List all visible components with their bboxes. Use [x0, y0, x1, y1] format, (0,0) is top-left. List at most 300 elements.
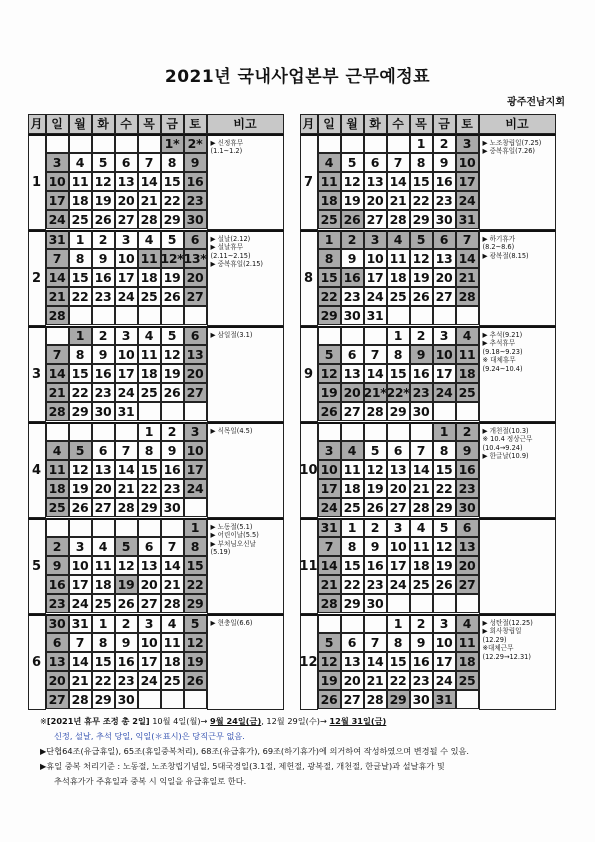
calendar-day: 26 [115, 594, 138, 613]
calendar-day: 21* [364, 383, 387, 402]
calendar-day: 7 [456, 230, 479, 249]
note-line: (1.1~1.2) [210, 147, 243, 156]
calendar-day: 22 [387, 671, 410, 690]
calendar-day: 3 [115, 326, 138, 345]
calendar-day: 24 [115, 383, 138, 402]
calendar-day: 12 [318, 364, 341, 383]
calendar-day: 14 [318, 556, 341, 575]
calendar-day: 30 [92, 402, 115, 421]
note-line: ▶ 식목일(4.5) [210, 426, 253, 435]
calendar-day: 22 [318, 287, 341, 306]
calendar-day: 9 [92, 345, 115, 364]
calendar-day: 20 [184, 268, 207, 287]
calendar-day: 17 [456, 172, 479, 191]
calendar-day: 3 [433, 326, 456, 345]
calendar-day: 25 [138, 383, 161, 402]
calendar-day: 8 [69, 249, 92, 268]
calendar-day: 1 [318, 230, 341, 249]
calendar-day: 26 [161, 383, 184, 402]
calendar-day: 23 [115, 671, 138, 690]
calendar-day: 15 [387, 364, 410, 383]
calendar-day: 25 [387, 287, 410, 306]
calendar-day: 22* [387, 383, 410, 402]
calendar-day: 1 [387, 614, 410, 633]
calendar-day: 17 [364, 268, 387, 287]
calendar-day: 29 [138, 498, 161, 517]
calendar-day: 18 [456, 652, 479, 671]
footer-line-agreement: ▶단협64조(유급휴일), 65조(휴일중복처리), 68조(유급휴가), 69조(하기휴가)에 의거하여 작성하였으며 변경될 수 있음. [40, 746, 470, 756]
calendar-day: 21 [138, 191, 161, 210]
calendar-day: 30 [115, 690, 138, 709]
calendar-day: 22 [184, 575, 207, 594]
calendar-day: 26 [410, 287, 433, 306]
calendar-empty-cell [161, 306, 184, 325]
calendar-day: 21 [410, 479, 433, 498]
calendar-day: 18 [138, 268, 161, 287]
calendar-day: 25 [318, 210, 341, 229]
note-line: ▶ 어린이날(5.5) [210, 531, 259, 540]
calendar-day: 7 [46, 249, 69, 268]
calendar-day: 25 [456, 383, 479, 402]
calendar-day: 11 [387, 249, 410, 268]
footer-adjust-date-2: 12월 31일(금) [329, 716, 387, 726]
calendar-day: 28 [138, 210, 161, 229]
calendar-day: 30 [410, 402, 433, 421]
calendar-day: 5 [161, 326, 184, 345]
calendar-day: 24 [433, 383, 456, 402]
calendar-day: 17 [69, 575, 92, 594]
calendar-day: 17 [115, 364, 138, 383]
calendar-day: 23 [92, 383, 115, 402]
calendar-day: 4 [341, 441, 364, 460]
calendar-day: 23 [456, 479, 479, 498]
calendar-day: 9 [115, 633, 138, 652]
month-label: 6 [28, 614, 46, 710]
calendar-day: 28 [387, 210, 410, 229]
calendar-day: 12 [69, 460, 92, 479]
calendar-day: 9 [410, 633, 433, 652]
calendar-day: 3 [456, 134, 479, 153]
calendar-day: 9 [364, 537, 387, 556]
calendar-day: 30 [46, 614, 69, 633]
note-line: ▶ 노조창립일(7.25) [482, 138, 542, 147]
calendar-day: 9 [184, 153, 207, 172]
calendar-day: 4 [456, 326, 479, 345]
month-header: 月 [28, 114, 46, 134]
calendar-day: 18 [456, 364, 479, 383]
calendar-day: 10 [364, 249, 387, 268]
calendar-day: 13 [115, 172, 138, 191]
notes-header: 비고 [479, 114, 556, 134]
calendar-day: 13 [456, 537, 479, 556]
note-line: ▶ 하기휴가 [482, 234, 516, 243]
calendar-day: 15 [318, 268, 341, 287]
calendar-empty-cell [92, 422, 115, 441]
calendar-empty-cell [69, 422, 92, 441]
calendar-day: 12 [161, 345, 184, 364]
calendar-day: 28 [456, 287, 479, 306]
month-label: 4 [28, 422, 46, 518]
month-notes [207, 614, 284, 710]
calendar-empty-cell [184, 690, 207, 709]
calendar-day: 24 [46, 210, 69, 229]
calendar-day: 11 [456, 345, 479, 364]
note-line: ▶ 중복휴일(7.26) [482, 147, 535, 156]
weekday-header: 월 [69, 114, 92, 134]
calendar-day: 10 [115, 345, 138, 364]
calendar-day: 23 [410, 671, 433, 690]
calendar-day: 18 [92, 575, 115, 594]
calendar-day: 4 [456, 614, 479, 633]
calendar-day: 20 [138, 575, 161, 594]
calendar-day: 21 [161, 575, 184, 594]
weekday-header: 월 [341, 114, 364, 134]
calendar-empty-cell [341, 422, 364, 441]
calendar-day: 21 [69, 671, 92, 690]
calendar-day: 19 [341, 191, 364, 210]
calendar-day: 3 [138, 614, 161, 633]
calendar-day: 20 [364, 191, 387, 210]
calendar-day: 8 [387, 633, 410, 652]
calendar-empty-cell [387, 134, 410, 153]
note-line: ▶ 개천절(10.3) [482, 426, 529, 435]
calendar-day: 31 [364, 306, 387, 325]
month-label: 11 [300, 518, 318, 614]
calendar-day: 8 [138, 441, 161, 460]
calendar-day: 11 [92, 556, 115, 575]
calendar-empty-cell [341, 134, 364, 153]
calendar-day: 26 [92, 210, 115, 229]
weekday-header: 화 [92, 114, 115, 134]
calendar-day: 3 [387, 518, 410, 537]
calendar-day: 13 [341, 364, 364, 383]
calendar-day: 14 [115, 460, 138, 479]
calendar-day: 4 [410, 518, 433, 537]
calendar-day: 20 [46, 671, 69, 690]
note-line: (10.4→9.24) [482, 443, 523, 452]
calendar-day: 16 [341, 268, 364, 287]
weekday-header: 수 [387, 114, 410, 134]
calendar-day: 6 [138, 537, 161, 556]
calendar-day: 25 [456, 671, 479, 690]
calendar-day: 9 [161, 441, 184, 460]
calendar-day: 17 [138, 652, 161, 671]
calendar-day: 8 [341, 537, 364, 556]
calendar-day: 7 [138, 153, 161, 172]
calendar-day: 11 [410, 537, 433, 556]
calendar-day: 20 [433, 268, 456, 287]
calendar-day: 7 [364, 345, 387, 364]
calendar-day: 17 [433, 652, 456, 671]
month-notes [207, 518, 284, 614]
calendar-day: 31 [115, 402, 138, 421]
calendar-day: 17 [46, 191, 69, 210]
calendar-day: 29 [387, 402, 410, 421]
calendar-day: 13 [92, 460, 115, 479]
calendar-day: 14 [364, 364, 387, 383]
calendar-day: 14 [46, 364, 69, 383]
weekday-header: 토 [456, 114, 479, 134]
calendar-day: 12 [115, 556, 138, 575]
calendar-empty-cell [138, 306, 161, 325]
calendar-day: 1 [92, 614, 115, 633]
calendar-day: 11 [138, 249, 161, 268]
calendar-empty-cell [456, 690, 479, 709]
calendar-day: 4 [138, 230, 161, 249]
calendar-day: 28 [410, 498, 433, 517]
calendar-day: 7 [364, 633, 387, 652]
calendar-day: 21 [115, 479, 138, 498]
calendar-day: 31 [46, 230, 69, 249]
calendar-day: 22 [410, 191, 433, 210]
calendar-day: 1 [184, 518, 207, 537]
calendar-empty-cell [115, 134, 138, 153]
calendar-day: 21 [318, 575, 341, 594]
calendar-day: 7 [410, 441, 433, 460]
calendar-day: 22 [138, 479, 161, 498]
calendar-day: 26 [433, 575, 456, 594]
calendar-day: 8 [387, 345, 410, 364]
calendar-day: 2 [115, 614, 138, 633]
calendar-day: 27 [115, 210, 138, 229]
calendar-day: 27 [456, 575, 479, 594]
calendar-day: 27 [184, 287, 207, 306]
calendar-day: 16 [46, 575, 69, 594]
calendar-day: 11 [46, 460, 69, 479]
calendar-day: 11 [161, 633, 184, 652]
calendar-day: 30 [341, 306, 364, 325]
calendar-day: 10 [184, 441, 207, 460]
month-notes [479, 326, 556, 422]
calendar-day: 30 [456, 498, 479, 517]
calendar-day: 28 [115, 498, 138, 517]
calendar-day: 19 [161, 268, 184, 287]
calendar-empty-cell [69, 518, 92, 537]
note-line: ▶ 중복휴일(2.15) [210, 260, 263, 269]
calendar-day: 22 [341, 575, 364, 594]
calendar-day: 16 [410, 652, 433, 671]
calendar-day: 29 [341, 594, 364, 613]
calendar-empty-cell [138, 690, 161, 709]
calendar-day: 3 [433, 614, 456, 633]
calendar-day: 4 [387, 230, 410, 249]
calendar-day: 16 [184, 172, 207, 191]
calendar-day: 6 [92, 441, 115, 460]
calendar-empty-cell [46, 134, 69, 153]
month-notes [479, 422, 556, 518]
calendar-day: 6 [341, 345, 364, 364]
calendar-empty-cell [161, 402, 184, 421]
calendar-empty-cell [69, 614, 92, 633]
calendar-day: 19 [433, 556, 456, 575]
calendar-day: 10 [138, 633, 161, 652]
calendar-day: 24 [433, 671, 456, 690]
calendar-day: 15 [387, 652, 410, 671]
month-notes [479, 230, 556, 326]
calendar-empty-cell [46, 422, 69, 441]
calendar-day: 23 [433, 191, 456, 210]
calendar-day: 12 [433, 537, 456, 556]
calendar-empty-cell [318, 326, 341, 345]
calendar-day: 4 [92, 537, 115, 556]
calendar-day: 18 [69, 191, 92, 210]
calendar-empty-cell [46, 614, 69, 633]
calendar-day: 27 [364, 210, 387, 229]
note-line: ▶ 회사창립일 [482, 627, 522, 636]
calendar-day: 21 [387, 191, 410, 210]
calendar-day: 27 [46, 690, 69, 709]
note-line: ▶ 한글날(10.9) [482, 452, 529, 461]
calendar-day: 1* [161, 134, 184, 153]
calendar-day: 4 [138, 326, 161, 345]
calendar-day: 16 [161, 460, 184, 479]
calendar-table [28, 114, 556, 710]
calendar-day: 19 [92, 191, 115, 210]
calendar-day: 28 [46, 402, 69, 421]
calendar-day: 8 [69, 345, 92, 364]
calendar-day: 5 [318, 633, 341, 652]
calendar-day: 30 [433, 210, 456, 229]
calendar-day: 1 [387, 326, 410, 345]
calendar-day: 8 [318, 249, 341, 268]
weekday-header: 일 [46, 114, 69, 134]
calendar-day: 6 [184, 326, 207, 345]
note-line: ▶ 추석휴무 [482, 339, 516, 348]
calendar-day: 23 [184, 191, 207, 210]
calendar-empty-cell [456, 306, 479, 325]
calendar-day: 6 [456, 518, 479, 537]
footer-line-duty: 신정, 설날, 추석 당일, 익일(＊표시)은 당직근무 없음. [54, 731, 245, 741]
month-notes [207, 134, 284, 230]
calendar-empty-cell [456, 594, 479, 613]
calendar-empty-cell [318, 518, 341, 537]
calendar-empty-cell [69, 134, 92, 153]
calendar-day: 7 [46, 345, 69, 364]
calendar-day: 12 [364, 460, 387, 479]
calendar-day: 19 [115, 575, 138, 594]
month-notes [479, 518, 556, 614]
calendar-day: 4 [161, 614, 184, 633]
calendar-empty-cell [387, 594, 410, 613]
note-line: ▶ 부처님오신날 [210, 539, 256, 548]
calendar-empty-cell [184, 306, 207, 325]
footer-adjust-title: [2021년 휴무 조정 총 2일] [46, 716, 150, 726]
month-notes [207, 326, 284, 422]
note-line: ▶ 현충일(6.6) [210, 618, 253, 627]
calendar-day: 22 [92, 671, 115, 690]
month-label: 1 [28, 134, 46, 230]
calendar-day: 20 [115, 191, 138, 210]
calendar-day: 15 [433, 460, 456, 479]
calendar-day: 6 [184, 230, 207, 249]
calendar-day: 1 [69, 326, 92, 345]
calendar-day: 1 [341, 518, 364, 537]
calendar-day: 15 [184, 556, 207, 575]
calendar-day: 18 [318, 191, 341, 210]
calendar-empty-cell [138, 518, 161, 537]
calendar-day: 25 [161, 671, 184, 690]
calendar-day: 26 [364, 498, 387, 517]
calendar-day: 27 [341, 402, 364, 421]
note-line: (8.2~8.6) [482, 243, 515, 252]
calendar-day: 16 [433, 172, 456, 191]
calendar-day: 15 [92, 652, 115, 671]
note-line: (9.18~9.23) [482, 347, 523, 356]
organization-name: 광주전남지회 [507, 97, 565, 108]
calendar-empty-cell [115, 306, 138, 325]
calendar-day: 10 [387, 537, 410, 556]
calendar-day: 27 [433, 287, 456, 306]
footer-mark: ※ [40, 716, 47, 726]
note-line: ▶ 설날(2.12) [210, 234, 251, 243]
calendar-day: 28 [318, 594, 341, 613]
calendar-empty-cell [92, 306, 115, 325]
calendar-day: 2 [456, 422, 479, 441]
month-label: 10 [300, 422, 318, 518]
calendar-day: 20 [184, 364, 207, 383]
calendar-day: 12 [92, 172, 115, 191]
footer-line-overlap: ▶휴일 중복 처리기준 : 노동절, 노조창립기념일, 5대국경일(3.1절, 제헌절, 광복절, 개천절, 한글날)과 설날휴가 및 [40, 761, 445, 771]
calendar-day: 2 [433, 134, 456, 153]
calendar-empty-cell [138, 134, 161, 153]
calendar-day: 15 [161, 172, 184, 191]
calendar-day: 7 [318, 537, 341, 556]
calendar-day: 16 [410, 364, 433, 383]
footer-adjust-date-1: 9월 24일(금) [210, 716, 262, 726]
calendar-empty-cell [364, 422, 387, 441]
calendar-day: 23 [364, 575, 387, 594]
calendar-empty-cell [318, 614, 341, 633]
calendar-day: 13 [341, 652, 364, 671]
calendar-day: 15 [69, 268, 92, 287]
calendar-day: 1 [433, 422, 456, 441]
calendar-day: 5 [318, 345, 341, 364]
footer-line-adjustment [40, 714, 560, 729]
calendar-day: 14 [69, 652, 92, 671]
calendar-day: 19 [184, 652, 207, 671]
calendar-day: 25 [69, 210, 92, 229]
calendar-day: 18 [387, 268, 410, 287]
calendar-day: 5 [341, 153, 364, 172]
calendar-day: 6 [387, 441, 410, 460]
calendar-day: 18 [161, 652, 184, 671]
calendar-day: 18 [46, 479, 69, 498]
calendar-day: 13* [184, 249, 207, 268]
calendar-day: 5 [433, 518, 456, 537]
calendar-day: 15 [69, 364, 92, 383]
month-label: 8 [300, 230, 318, 326]
weekday-header: 금 [161, 114, 184, 134]
calendar-day: 19 [318, 671, 341, 690]
calendar-empty-cell [433, 594, 456, 613]
calendar-empty-cell [364, 134, 387, 153]
note-line: (12.29) [482, 635, 507, 644]
note-line: (2.11~2.15) [210, 251, 251, 260]
calendar-day: 28 [364, 402, 387, 421]
calendar-empty-cell [161, 690, 184, 709]
calendar-empty-cell [92, 518, 115, 537]
calendar-day: 7 [387, 153, 410, 172]
calendar-day: 5 [161, 230, 184, 249]
calendar-day: 2 [161, 422, 184, 441]
calendar-empty-cell [318, 134, 341, 153]
calendar-empty-cell [138, 402, 161, 421]
calendar-day: 2 [410, 326, 433, 345]
calendar-empty-cell [46, 518, 69, 537]
calendar-day: 15 [410, 172, 433, 191]
calendar-day: 26 [318, 402, 341, 421]
calendar-day: 26 [341, 210, 364, 229]
